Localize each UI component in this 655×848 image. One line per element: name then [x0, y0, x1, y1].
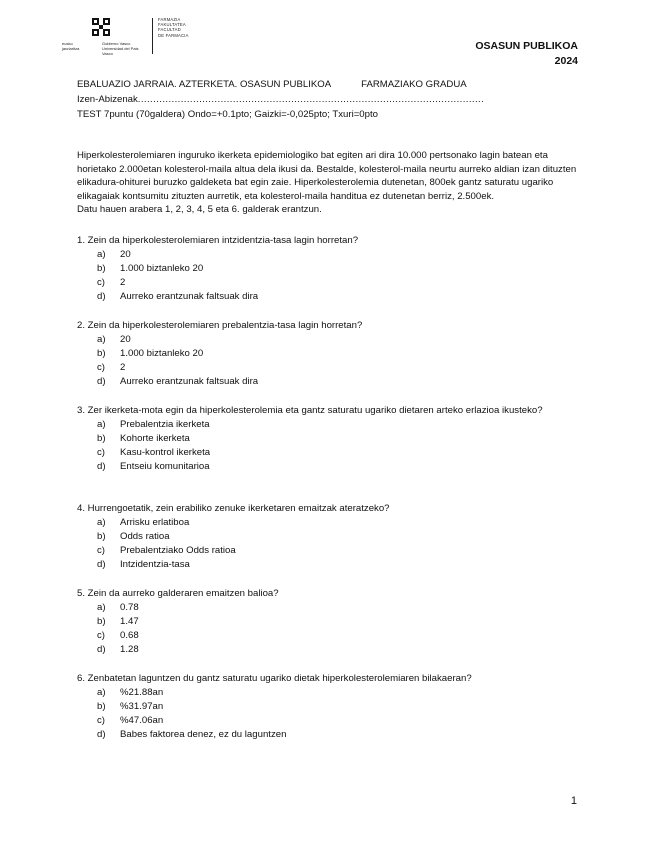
- logo-caption-line: Universidad del Pais Vasco: [102, 46, 139, 56]
- answer-option[interactable]: [77, 714, 567, 728]
- option-letter: d): [97, 460, 106, 472]
- test-info: TEST 7puntu (70galdera) Ondo=+0.1pto; Gaizki=-0,025pto; Txuri=0pto: [77, 109, 378, 120]
- faculty-line: FAKULTATEA: [158, 22, 186, 28]
- case-description: [77, 149, 577, 217]
- answer-option[interactable]: [77, 601, 567, 615]
- faculty-line: FACULTAD: [158, 27, 181, 33]
- question-6: [77, 672, 567, 742]
- question-4: [77, 502, 567, 572]
- university-logo: [62, 14, 212, 56]
- option-letter: a): [97, 248, 106, 260]
- name-label: Izen-Abizenak: [77, 94, 138, 105]
- answer-option[interactable]: [77, 558, 567, 572]
- option-letter: d): [97, 728, 106, 740]
- question-3: [77, 404, 567, 474]
- question-text: 6. Zenbatetan laguntzen du gantz saturatu ugariko dietak hiperkolesterolemiaren bilakaeran?: [77, 673, 472, 684]
- degree-title: FARMAZIAKO GRADUA: [361, 79, 467, 90]
- option-letter: b): [97, 262, 106, 274]
- option-letter: b): [97, 347, 106, 359]
- option-text: Odds ratioa: [120, 530, 170, 542]
- answer-option[interactable]: [77, 248, 567, 262]
- exam-year: 2024: [554, 55, 578, 67]
- answer-option[interactable]: [77, 530, 567, 544]
- logo-caption-line: eusko: [62, 41, 73, 46]
- option-text: 20: [120, 333, 131, 345]
- option-letter: d): [97, 643, 106, 655]
- question-text: 4. Hurrengoetatik, zein erabiliko zenuke ikerketaren emaitzak ateratzeko?: [77, 503, 390, 514]
- answer-option[interactable]: [77, 615, 567, 629]
- answer-option[interactable]: [77, 629, 567, 643]
- answer-options: [77, 516, 567, 572]
- option-text: Kasu-kontrol ikerketa: [120, 446, 211, 458]
- logo-caption-line: jaurlaritza: [62, 46, 80, 51]
- answer-option[interactable]: [77, 290, 567, 304]
- logo-divider: [152, 18, 153, 54]
- answer-options: [77, 248, 567, 304]
- option-letter: d): [97, 558, 106, 570]
- question-1: [77, 234, 567, 304]
- option-text: Prebalentzia ikerketa: [120, 418, 210, 430]
- option-text: %31.97an: [120, 700, 164, 712]
- answer-option[interactable]: [77, 418, 567, 432]
- logo-caption-left: [62, 41, 96, 51]
- answer-option[interactable]: [77, 361, 567, 375]
- option-letter: c): [97, 446, 105, 458]
- question-5: [77, 587, 567, 657]
- question-text: 3. Zer ikerketa-mota egin da hiperkolesterolemia eta gantz saturatu ugariko dietaren arteko erlazioa ikusteko?: [77, 405, 543, 416]
- option-letter: b): [97, 530, 106, 542]
- answer-option[interactable]: [77, 262, 567, 276]
- option-text: Kohorte ikerketa: [120, 432, 190, 444]
- exam-title: EBALUAZIO JARRAIA. AZTERKETA. OSASUN PUBLIKOA: [77, 79, 332, 90]
- option-text: 0.68: [120, 629, 139, 641]
- answer-option[interactable]: [77, 728, 567, 742]
- question-2: [77, 319, 567, 389]
- option-letter: d): [97, 290, 106, 302]
- option-letter: a): [97, 686, 106, 698]
- answer-options: [77, 418, 567, 474]
- page-number: 1: [570, 795, 577, 807]
- option-text: 20: [120, 248, 131, 260]
- answer-option[interactable]: [77, 276, 567, 290]
- option-text: 1.000 biztanleko 20: [120, 347, 204, 359]
- answer-options: [77, 333, 567, 389]
- option-text: Intzidentzia-tasa: [120, 558, 190, 570]
- option-text: 2: [120, 361, 126, 373]
- answer-option[interactable]: [77, 516, 567, 530]
- option-text: 1.47: [120, 615, 139, 627]
- exam-meta: [77, 77, 484, 122]
- option-text: 1.000 biztanleko 20: [120, 262, 204, 274]
- answer-option[interactable]: [77, 686, 567, 700]
- faculty-line: DE FARMACIA: [158, 32, 189, 38]
- exam-title-row: [77, 77, 484, 92]
- document-header: [475, 39, 578, 69]
- name-row: [77, 92, 484, 107]
- option-text: %21.88an: [120, 686, 164, 698]
- option-text: 2: [120, 276, 126, 288]
- case-instruction: Datu hauen arabera 1, 2, 3, 4, 5 eta 6. galderak erantzun.: [77, 204, 322, 216]
- option-letter: b): [97, 700, 106, 712]
- option-text: Aurreko erantzunak faltsuak dira: [120, 290, 259, 302]
- option-letter: b): [97, 615, 106, 627]
- faculty-name: [158, 17, 208, 38]
- answer-option[interactable]: [77, 544, 567, 558]
- option-text: Aurreko erantzunak faltsuak dira: [120, 375, 259, 387]
- option-text: 0.78: [120, 601, 139, 613]
- option-letter: a): [97, 601, 106, 613]
- option-letter: c): [97, 544, 105, 556]
- answer-option[interactable]: [77, 446, 567, 460]
- basque-government-logo-icon: [90, 16, 112, 38]
- answer-option[interactable]: [77, 333, 567, 347]
- option-letter: c): [97, 361, 105, 373]
- option-letter: a): [97, 516, 106, 528]
- option-letter: c): [97, 714, 105, 726]
- logo-caption-line: Gobierno Vasco: [102, 41, 131, 46]
- option-letter: d): [97, 375, 106, 387]
- option-letter: a): [97, 418, 106, 430]
- answer-option[interactable]: [77, 432, 567, 446]
- answer-option[interactable]: [77, 347, 567, 361]
- option-letter: c): [97, 276, 105, 288]
- question-text: 1. Zein da hiperkolesterolemiaren intzidentzia-tasa lagin horretan?: [77, 235, 359, 246]
- faculty-line: FARMAZIA: [158, 17, 181, 22]
- option-letter: a): [97, 333, 106, 345]
- logo-caption-right: [102, 41, 146, 56]
- option-letter: c): [97, 629, 105, 641]
- answer-option[interactable]: [77, 375, 567, 389]
- answer-options: [77, 601, 567, 657]
- option-text: Prebalentziako Odds ratioa: [120, 544, 236, 556]
- option-text: Babes faktorea denez, ez du laguntzen: [120, 728, 287, 740]
- option-text: Entseiu komunitarioa: [120, 460, 210, 472]
- option-text: Arrisku erlatiboa: [120, 516, 190, 528]
- answer-option[interactable]: [77, 700, 567, 714]
- subject-title: OSASUN PUBLIKOA: [475, 40, 578, 52]
- case-paragraph: Hiperkolesterolemiaren inguruko ikerketa epidemiologiko bat egiten ari dira 10.000 pertsonako lagin batean eta horietako 2.000etan kolesterol-maila altua dela ikusi da. Bestalde, kolesterol-maila neurtu aurreko aldian izan dituzten elikadura-ohiturei buruzko galdeketa bat egin zaie. Hiperkolesterolemia dutenetan, 800ek gantz saturatu ugariko elikagaiak kontsumitu zituzten aurretik, eta kolesterol-maila handitua ez dutenetan berriz, 2.500ek.: [77, 150, 577, 202]
- answer-option[interactable]: [77, 460, 567, 474]
- answer-options: [77, 686, 567, 742]
- option-text: 1.28: [120, 643, 139, 655]
- question-text: 5. Zein da aurreko galderaren emaitzen balioa?: [77, 588, 279, 599]
- option-letter: b): [97, 432, 106, 444]
- question-text: 2. Zein da hiperkolesterolemiaren prebalentzia-tasa lagin horretan?: [77, 320, 363, 331]
- option-text: %47.06an: [120, 714, 164, 726]
- answer-option[interactable]: [77, 643, 567, 657]
- name-fill-line: .................................................................................................................: [137, 94, 485, 105]
